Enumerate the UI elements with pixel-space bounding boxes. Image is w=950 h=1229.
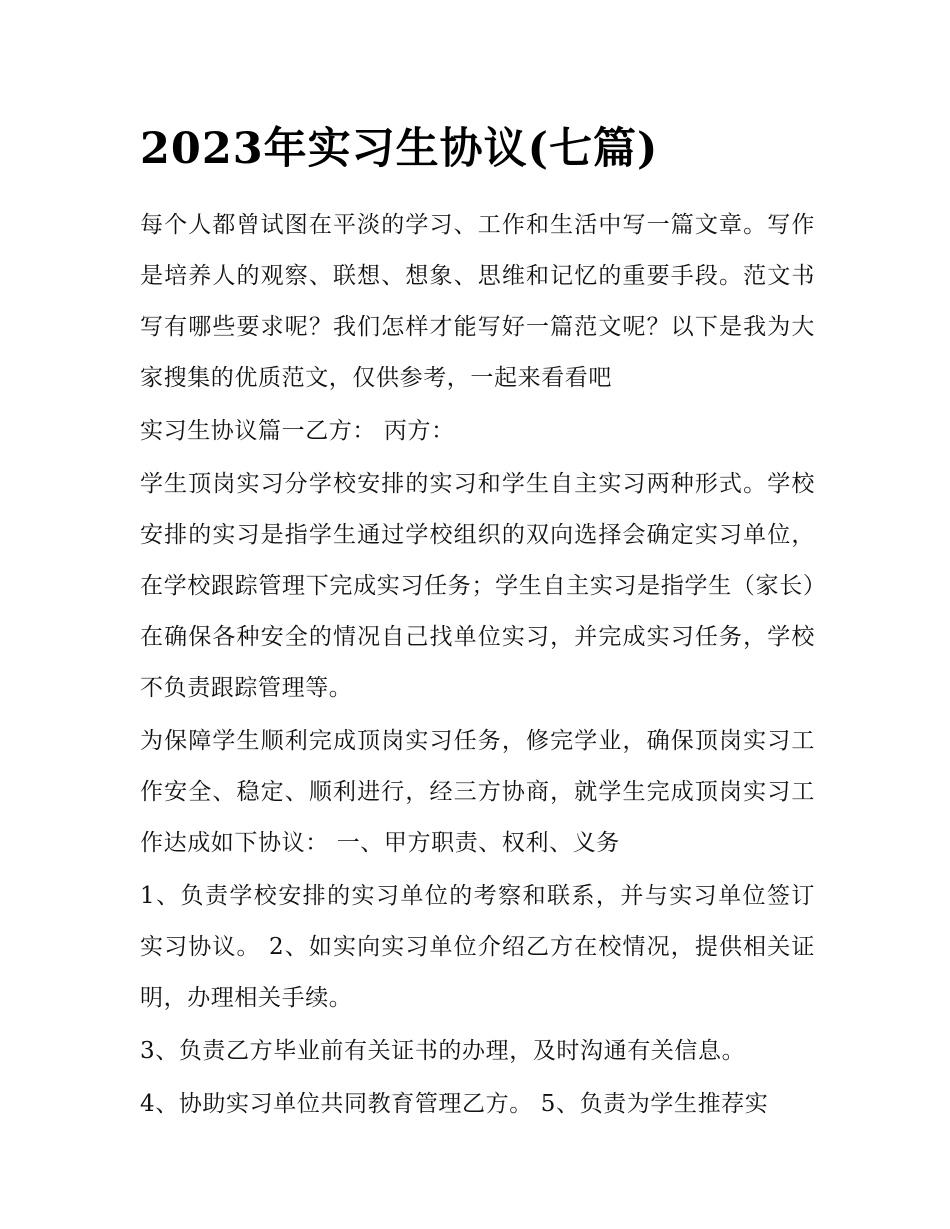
paragraph-heading-part1: 实习生协议篇一乙方： 丙方： [140,418,455,444]
paragraph-clause-3: 3、负责乙方毕业前有关证书的办理，及时沟通有关信息。 [140,1038,746,1064]
paragraph-agreement-purpose: 为保障学生顺利完成顶岗实习任务，修完学业，确保顶岗实习工作安全、稳定、顺利进行，经三方协商，就学生完成顶岗实习工作达成如下协议： 一、甲方职责、权利、义务 [140,728,815,856]
paragraph-clause-4-5: 4、协助实习单位共同教育管理乙方。 5、负责为学生推荐实 [140,1091,769,1117]
paragraph-internship-forms: 学生顶岗实习分学校安排的实习和学生自主实习两种形式。学校安排的实习是指学生通过学校组织的双向选择会确定实习单位，在学校跟踪管理下完成实习任务；学生自主实习是指学生（家长）在确保各种安全的情况自己找单位实习，并完成实习任务，学校不负责跟踪管理等。 [140,471,815,701]
document-body [140,112,815,1130]
document-title: 2023年实习生协议(七篇) [140,124,659,174]
paragraph-intro: 每个人都曾试图在平淡的学习、工作和生活中写一篇文章。写作是培养人的观察、联想、想象、思维和记忆的重要手段。范文书写有哪些要求呢？我们怎样才能写好一篇范文呢？以下是我为大家搜集的优质范文，仅供参考，一起来看看吧 [140,212,815,391]
paragraph-clause-1-2: 1、负责学校安排的实习单位的考察和联系，并与实习单位签订实习协议。 2、如实向实习单位介绍乙方在校情况，提供相关证明，办理相关手续。 [140,883,815,1011]
